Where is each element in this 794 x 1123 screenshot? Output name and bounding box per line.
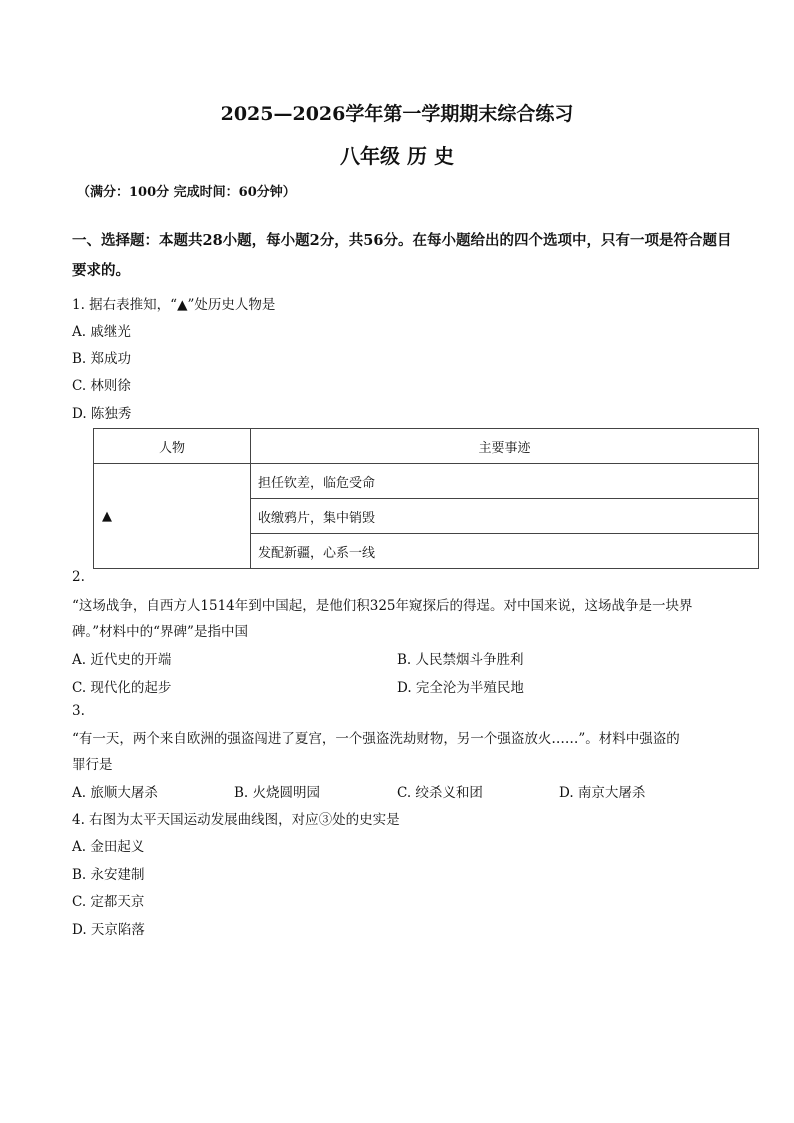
question-1-option-a: A. 戚继光	[72, 324, 131, 340]
question-3-option-b: B. 火烧圆明园	[234, 785, 321, 801]
exam-subject: 八年级 历 史	[340, 144, 454, 168]
question-1-option-b: B. 郑成功	[72, 351, 132, 367]
exam-info: （满分：100分 完成时间：60分钟）	[77, 185, 296, 200]
section-heading: 一、选择题：本题共28小题，每小题2分，共56分。在每小题给出的四个选项中，只有一项是符合题目要求的。	[72, 232, 732, 279]
question-2-number: 2.	[72, 569, 85, 585]
question-1-option-d: D. 陈独秀	[72, 406, 132, 422]
question-3-option-a: A. 旅顺大屠杀	[72, 785, 158, 801]
question-3-number: 3.	[72, 703, 85, 719]
question-1-option-c: C. 林则徐	[72, 378, 131, 394]
question-2-option-a: A. 近代史的开端	[72, 652, 172, 668]
table-event-1: 担任钦差，临危受命	[251, 464, 759, 499]
question-4-option-a: A. 金田起义	[72, 839, 145, 855]
question-1-table	[93, 428, 759, 569]
table-event-2: 收缴鸦片，集中销毁	[251, 499, 759, 534]
question-4-stem: 4. 右图为太平天国运动发展曲线图，对应③处的史实是	[72, 812, 400, 828]
question-3-option-d: D. 南京大屠杀	[559, 785, 646, 801]
exam-title: 2025—2026学年第一学期期末综合练习	[220, 103, 574, 125]
question-1-stem: 1. 据右表推知，“▲”处历史人物是	[72, 297, 276, 313]
question-2-stem-line-1: “这场战争，自西方人1514年到中国起，是他们积325年窥探后的得逞。对中国来说，这场战争是一块界	[72, 598, 693, 614]
question-2-stem-line-2: 碑。”材料中的“界碑”是指中国	[72, 624, 248, 640]
table-event-3: 发配新疆，心系一线	[251, 534, 759, 569]
table-person-mark: ▲	[94, 464, 251, 569]
table-header-person: 人物	[94, 429, 251, 464]
question-2-option-b: B. 人民禁烟斗争胜利	[397, 652, 524, 668]
question-3-stem-line-2: 罪行是	[72, 757, 113, 773]
question-4-option-d: D. 天京陷落	[72, 922, 145, 938]
question-2-option-c: C. 现代化的起步	[72, 680, 172, 696]
question-3-stem-line-1: “有一天，两个来自欧洲的强盗闯进了夏宫，一个强盗洗劫财物，另一个强盗放火……”。材料中强盗的	[72, 731, 680, 747]
question-2-option-d: D. 完全沦为半殖民地	[397, 680, 524, 696]
question-4-option-c: C. 定都天京	[72, 894, 145, 910]
table-row	[94, 464, 759, 499]
table-header-row	[94, 429, 759, 464]
table-header-events: 主要事迹	[251, 429, 759, 464]
question-3-option-c: C. 绞杀义和团	[397, 785, 483, 801]
question-4-option-b: B. 永安建制	[72, 867, 145, 883]
